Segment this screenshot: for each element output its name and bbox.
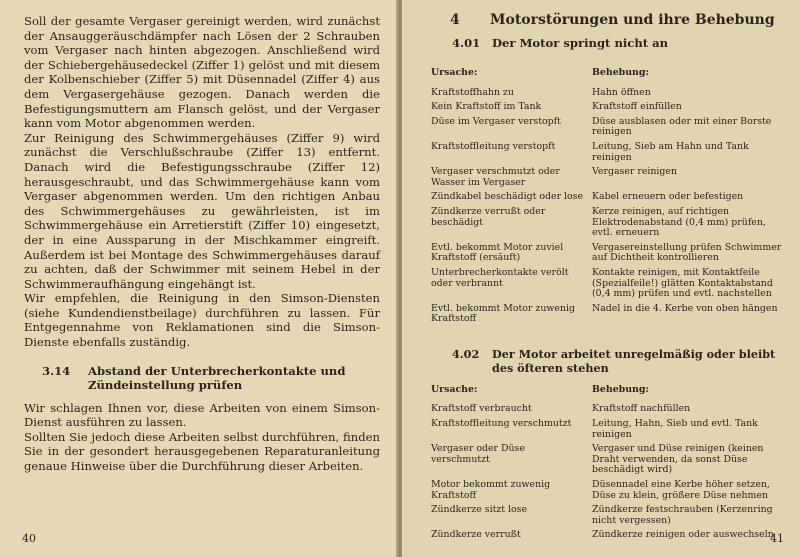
table-row	[414, 480, 786, 505]
table-row	[414, 268, 786, 304]
cause-cell: Düse im Vergaser verstopft	[431, 115, 561, 127]
cause-cell: Evtl. bekommt Motor zuviel Kraftstoff (ersäuft)	[431, 241, 564, 264]
chapter-number: 4	[450, 12, 460, 28]
fix-cell: Kraftstoff nachfüllen	[592, 403, 691, 415]
fix-cell: Zündkerze reinigen oder auswechseln	[592, 529, 774, 541]
cause-cell: Vergaser verschmutzt oder Wasser im Vergaser	[431, 166, 560, 188]
left-body-text	[24, 14, 380, 350]
table-row	[414, 243, 786, 268]
section-number: 3.14	[42, 363, 71, 378]
subsection-number: 4.01	[452, 36, 481, 50]
table-row	[414, 88, 786, 103]
subsection-title: Der Motor arbeitet unregelmäßig oder bleibt des öfteren stehen	[492, 346, 776, 375]
cause-cell: Zündkerze verrußt oder beschädigt	[431, 205, 546, 228]
paragraph: Sollten Sie jedoch diese Arbeiten selbst durchführen, finden Sie in der gesondert herausgegebenen Reparaturanleitung genaue Hinweise über die Durchführung dieser Arbeiten.	[24, 429, 380, 474]
subsection-heading	[452, 36, 786, 50]
paragraph: Wir schlagen Ihnen vor, diese Arbeiten von einem Simson-Dienst ausführen zu lassen.	[24, 400, 380, 430]
table-row	[414, 505, 786, 530]
column-header-fix: Behebung:	[592, 67, 649, 78]
fix-cell: Kabel erneuern oder befestigen	[592, 191, 744, 203]
paragraph: Soll der gesamte Vergaser gereinigt werden, wird zunächst der Ansauggeräuschdämpfer nach Lösen der 2 Schrauben vom Vergaser nach hinten abgezogen. Anschließend wird der Schiebergehäusedeckel (Ziffer 1) gelöst und mit diesem der Kolbenschieber (Ziffer 5) mit Düsennadel (Ziffer 4) aus dem Vergasergehäuse gezogen. Danach werden die Befestigungsmuttern am Flansch gelöst, und der Vergaser kann vom Motor abgenommen werden.	[24, 14, 380, 131]
table-row	[414, 404, 786, 419]
fix-cell: Leitung, Sieb am Hahn und Tank reinigen	[592, 140, 749, 163]
table-row	[414, 142, 786, 167]
column-header-cause: Ursache:	[431, 67, 478, 78]
fix-cell: Zündkerze festschrauben (Kerzenring nicht vergessen)	[592, 504, 773, 526]
troubleshooting-table-2	[414, 385, 786, 545]
paragraph: Zur Reinigung des Schwimmergehäuses (Ziffer 9) wird zunächst die Verschlußschraube (Ziffer 13) entfernt. Danach wird die Befestigungsschraube (Ziffer 12) herausgeschraubt, und das Schwimmergehäuse kann vom Vergaser abgenommen werden. Um den richtigen Anbau des Schwimmergehäuses zu gewährleisten, ist im Schwimmergehäuse ein Arretierstift (Ziffer 10) eingesetzt, der in eine Aussparung in der Mischkammer eingreift. Außerdem ist bei Montage des Schwimmergehäuses darauf zu achten, daß der Schwimmer mit seinem Hebel in der Schwimmeraufhängung eingehängt ist.	[24, 130, 380, 291]
table-row	[414, 102, 786, 117]
fix-cell: Kerze reinigen, auf richtigen Elektrodenabstand (0,4 mm) prüfen, evtl. erneuern	[592, 205, 766, 239]
subsection-number: 4.02	[452, 346, 480, 361]
chapter-heading	[450, 12, 786, 28]
cause-cell: Zündkerze verrußt	[431, 529, 521, 541]
fix-cell: Düse ausblasen oder mit einer Borste reinigen	[592, 115, 772, 138]
cause-cell: Kein Kraftstoff im Tank	[431, 101, 542, 113]
troubleshooting-table-start	[414, 68, 786, 329]
fix-cell: Vergaser reinigen	[592, 166, 678, 178]
page-number: 41	[770, 532, 784, 545]
fix-cell: Kontakte reinigen, mit Kontaktfeile (Spezialfeile!) glätten Kontaktabstand (0,4 mm) prüfen und evtl. nachstellen	[592, 266, 773, 300]
fix-cell: Düsennadel eine Kerbe höher setzen, Düse zu klein, größere Düse nehmen	[592, 479, 770, 501]
section-body-text	[24, 401, 380, 474]
subsection-title: Der Motor springt nicht an	[492, 36, 669, 50]
fix-cell: Leitung, Hahn, Sieb und evtl. Tank reinigen	[592, 418, 758, 440]
subsection-heading-2	[452, 347, 786, 375]
table-row	[414, 444, 786, 480]
table-row	[414, 419, 786, 444]
chapter-title: Motorstörungen und ihre Behebung	[490, 12, 775, 28]
fix-cell: Vergaser und Düse reinigen (keinen Draht verwenden, da sonst Düse beschädigt wird)	[592, 443, 764, 476]
table-row	[414, 117, 786, 142]
section-title: Abstand der Unterbrecherkontakte und Zündeinstellung prüfen	[88, 363, 346, 392]
table-row	[414, 192, 786, 207]
cause-cell: Kraftstoff verbraucht	[431, 403, 532, 415]
right-page	[402, 0, 800, 557]
left-page	[0, 0, 398, 557]
table-row	[414, 167, 786, 192]
section-heading	[42, 364, 380, 392]
table-row	[414, 207, 786, 243]
cause-cell: Unterbrecherkontakte verölt oder verbrannt	[431, 266, 569, 289]
paragraph: Wir empfehlen, die Reinigung in den Simson-Diensten (siehe Kundendienstbeilage) durchführen zu lassen. Für Entgegennahme von Reklamationen sind die Simson-Dienste ebenfalls zuständig.	[24, 291, 380, 350]
cause-cell: Kraftstoffleitung verschmutzt	[431, 418, 572, 430]
table-row	[414, 530, 786, 545]
column-header-fix: Behebung:	[592, 383, 649, 395]
fix-cell: Nadel in die 4. Kerbe von oben hängen	[592, 302, 778, 314]
table-row	[414, 304, 786, 329]
page-number: 40	[22, 532, 36, 545]
cause-cell: Kraftstoffhahn zu	[431, 86, 514, 98]
fix-cell: Vergasereinstellung prüfen Schwimmer auf Dichtheit kontrollieren	[592, 241, 782, 264]
cause-cell: Motor bekommt zuwenig Kraftstoff	[431, 479, 551, 501]
cause-cell: Zündkabel beschädigt oder lose	[431, 191, 584, 203]
fix-cell: Hahn öffnen	[592, 86, 651, 98]
cause-cell: Evtl. bekommt Motor zuwenig Kraftstoff	[431, 302, 575, 325]
cause-cell: Vergaser oder Düse verschmutzt	[431, 443, 525, 465]
column-header-cause: Ursache:	[431, 383, 478, 395]
cause-cell: Zündkerze sitzt lose	[431, 504, 528, 516]
cause-cell: Kraftstoffleitung verstopft	[431, 140, 556, 152]
fix-cell: Kraftstoff einfüllen	[592, 101, 682, 113]
